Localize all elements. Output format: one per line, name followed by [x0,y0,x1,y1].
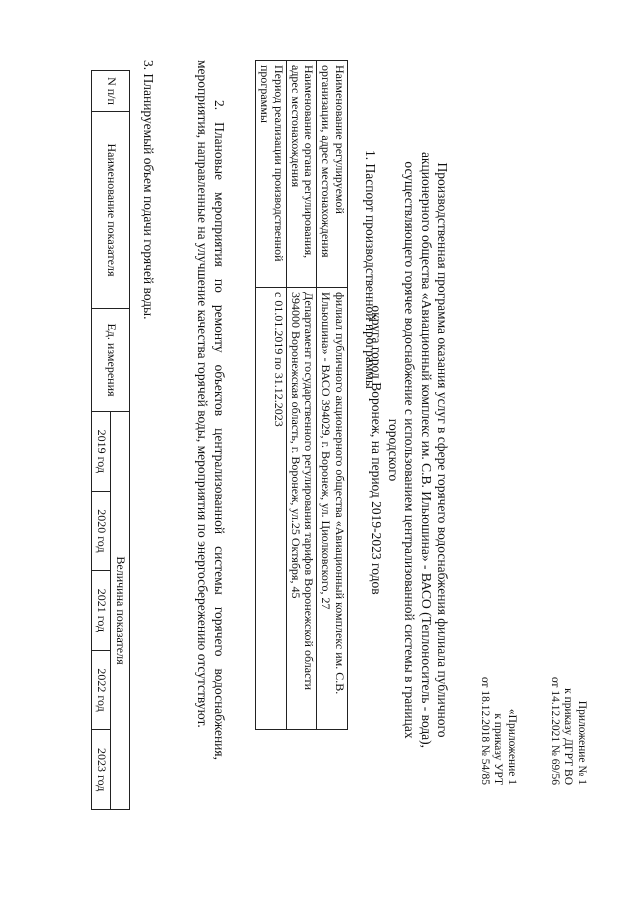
appendix-line: от 18.12.2018 № 54/85 [478,676,491,785]
passport-key: Период реализации производственной программы [256,61,287,288]
passport-value: филиал публичного акционерного общества «Авиационный комплекс им. С.В. Ильюшина» - ВАСО 394029, г. Воронеж, ул. Циолковского, 27 [317,288,348,730]
section2-text: 2. Плановые мероприятия по ремонту объектов централизованной системы горячего водоснабжения, мероприятия, направленные на улучшение качества горячей воды, мероприятия по энергосбережению отсутствуют. [194,60,227,760]
volume-table [91,70,130,810]
appendix-line: от 14.12.2021 № 69/56 [548,676,561,785]
passport-key: Наименование регулируемой организации, адрес местонахождения [317,61,348,288]
appendix-line: к приказу ДГРТ ВО [562,688,575,785]
table-row [286,61,317,730]
section2-paragraph [193,60,228,760]
appendix-header-current [547,677,588,785]
title-line: осуществляющего горячее водоснабжение с использованием централизованной системы в границах городского [385,161,418,739]
passport-value: Департамент государственного регулирования тарифов Воронежской области 394000 Воронежская область, г. Воронеж, ул.25 Октября, 45 [286,288,317,730]
section3-heading: 3. Планируемый объем подачи горячей воды. [141,60,156,320]
appendix-line: к приказу УРТ [492,713,505,785]
title-line: округа город Воронеж, на период 2019-2023 годов [369,305,385,595]
passport-value: с 01.01.2019 по 31.12.2023 [256,288,287,730]
col-header-name: Наименование показателя [92,112,130,309]
col-header-year: 2019 год [92,412,111,492]
col-header-year: 2022 год [92,650,111,730]
table-row [317,61,348,730]
table-row [256,61,287,730]
appendix-header-original [477,677,518,785]
section1-heading: 1. Паспорт производственной программы [363,150,378,389]
col-header-group: Величина показателя [111,412,130,810]
col-header-year: 2023 год [92,730,111,810]
col-header-year: 2021 год [92,571,111,651]
appendix-line: Приложение № 1 [576,700,588,785]
table-header-row [111,71,130,810]
title-line: Производственная программа оказания услуг в сфере горячего водоснабжения филиала публичного [435,162,450,738]
title-line: акционерного общества «Авиационный комплекс им. С.В. Ильюшина» - ВАСО (Теплоноситель - вода), [418,151,434,749]
appendix-line: «Приложение 1 [506,708,518,785]
passport-table [255,60,348,730]
col-header-number: N п/п [92,71,130,112]
passport-key: Наименование органа регулирования, адрес местонахождения [286,61,317,288]
col-header-year: 2020 год [92,491,111,571]
document-title [368,150,450,750]
col-header-unit: Ед. измерения [92,309,130,412]
